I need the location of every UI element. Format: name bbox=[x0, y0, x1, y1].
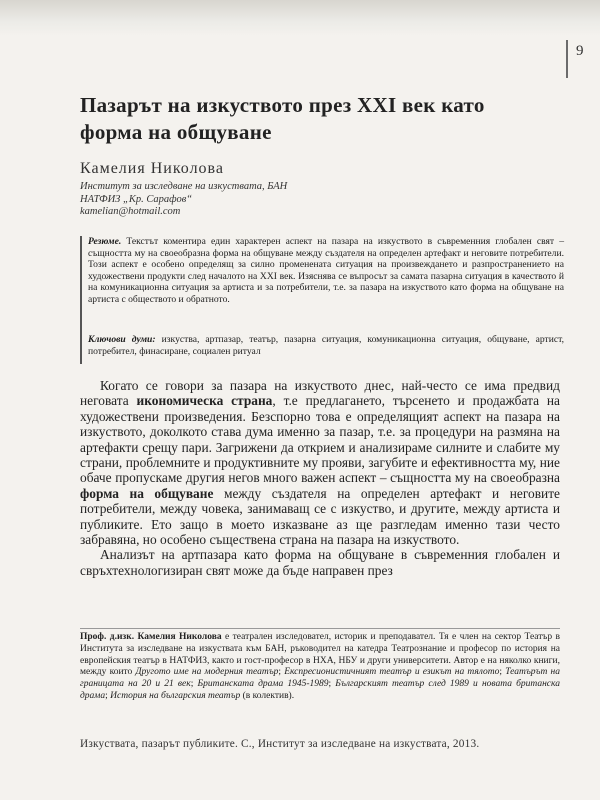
abstract-text: Текстът коментира един характерен аспект на пазара на изкуството в съвременния глобален свят – същността му на своеобразна форма на общуване между създателя на определен артефакт и неговите потребители. Този аспект е особено определящ за силно променената ситуация на произвеждането и разпространението на художествени продукти след началото на XXI век. Изяснява се въпросът за самата пазарна ситуация в качеството й на комуникационна ситуация за артиста и за потребители, т.е. за пазара на изкуството като форма на общуване на артиста с обществото и обратното. bbox=[88, 236, 564, 305]
footnote-sep: ; bbox=[328, 679, 336, 690]
author-name: Камелия Николова bbox=[80, 160, 224, 177]
body-paragraph-1 bbox=[80, 378, 560, 547]
abstract-label: Резюме. bbox=[88, 236, 122, 247]
page-edge-shadow bbox=[0, 0, 600, 36]
keywords-text: изкуства, артпазар, театър, пазарна ситуация, комуникационна ситуация, общуване, артист, потребител, финасиране, социален ритуал bbox=[88, 334, 564, 357]
body-text bbox=[80, 378, 560, 578]
footnote-book-3: Театърът на границата на 20 и 21 век bbox=[80, 667, 560, 690]
footnote-divider bbox=[80, 628, 560, 629]
affiliation-line-1: Институт за изследване на изкуствата, БАН bbox=[80, 181, 288, 192]
footnote-text-2: (в колектив). bbox=[240, 690, 295, 701]
keywords-label: Ключови думи: bbox=[88, 334, 156, 345]
footnote-book-2: Експресионистичният театър и езикът на тялото bbox=[284, 667, 500, 678]
article-title: Пазарът на изкуството през XXI век като форма на общуване bbox=[80, 93, 485, 144]
page-number: 9 bbox=[566, 40, 600, 78]
footnote-author-name: Проф. д.изк. Камелия Николова bbox=[80, 632, 222, 642]
author-affiliation bbox=[80, 181, 520, 219]
body-paragraph-2: Анализът на артпазара като форма на общуване в съвременния глобален и свръхтехнологизиран свят може да бъде направен през bbox=[80, 547, 560, 578]
author-email: kamelian@hotmail.com bbox=[80, 206, 181, 217]
source-citation: Изкуствата, пазарът публиките. С., Институт за изследване на изкуствата, 2013. bbox=[80, 738, 480, 750]
body-p1-text-a: Когато се говори за пазара на изкуството днес, най-често се има предвид неговата bbox=[80, 378, 560, 409]
footnote-book-1: Другото име на модерния театър bbox=[135, 667, 279, 678]
footnote-book-6: История на българския театър bbox=[110, 690, 241, 701]
body-emphasis-communication: форма на общуване bbox=[80, 485, 214, 501]
footnote-text-1: е театрален изследовател, историк и преподавател. Тя е член на сектор Театър в Института за изследване на изкуствата към БАН, ръководител на катедра Театрознание и професор по история на европейския театър в НАТФИЗ, както и гост-професор в НХА, НБУ и други университети. Автор е на няколко книги, между които bbox=[80, 632, 560, 678]
affiliation-line-2: НАТФИЗ „Кр. Сарафов“ bbox=[80, 193, 193, 205]
body-emphasis-economic: икономическа страна bbox=[136, 393, 273, 409]
footnote-book-4: Британската драма 1945-1989 bbox=[197, 679, 329, 690]
footnote-sep: ; bbox=[190, 679, 198, 690]
footnote-book-5: Българският театър след 1989 и новата британска драма bbox=[80, 679, 560, 701]
keywords bbox=[80, 334, 564, 357]
footnote-sep: ; bbox=[278, 667, 285, 678]
body-p1-text-b: , т.е предлагането, търсенето и продажбата на художествени произведения. Безспорно това е определящият аспект на пазара на изкуството, доколкото става дума именно за пазар, т.е. за процедури на размяна на артефакти срещу пари. Загрижени да открием и анализираме силните и слабите му страни, проблемните и продуктивните му прояви, загубите и ефективността му, ние обаче пропускаме другия негов много важен аспект – същността му на своеобразна bbox=[80, 393, 560, 486]
author-footnote bbox=[80, 632, 560, 703]
footnote-sep: ; bbox=[105, 690, 111, 701]
footnote-sep: ; bbox=[499, 667, 506, 678]
body-p1-text-c: между създателя на определен артефакт и неговите потребители, между човека, занимаващ се с изкуство, и другите, между артиста и публиките. Ето защо в моето изказване аз ще разгледам именно тази често забравяна, но особено съществена страна на пазара на изкуството. bbox=[80, 485, 560, 548]
